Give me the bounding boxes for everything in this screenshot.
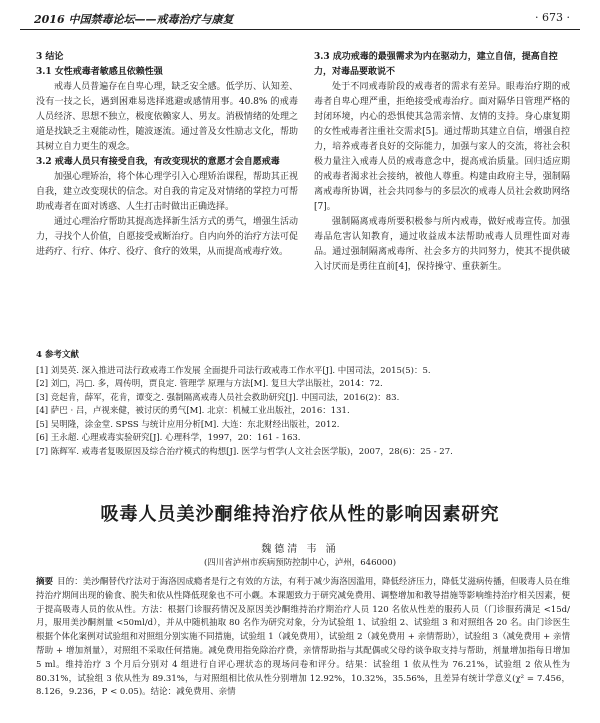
- right-column: [314, 50, 570, 275]
- reference-item: [2] 刘□，冯□. 多，周传明，贾良定. 管理学 原理与方法[M]. 复旦大学出版社，2014：72.: [36, 379, 383, 389]
- subsection-3-3-paragraph-2: 强制隔离戒毒所要积极参与所内戒毒，做好戒毒宣传。加强毒品危害认知教育，通过收益成本法帮助戒毒人员理性面对毒品。通过强制隔离戒毒所、社会多方的共同努力，使其不提供破入讨厌而是勇往直前[4]，保持操守、重获新生。: [314, 217, 570, 272]
- subsection-3-1-paragraph: 戒毒人员普遍存在自卑心理，缺乏安全感。低学历、认知差、没有一技之长，遇到困难易选择逃避或感情用事。40.8% 的戒毒人员经济、思想不独立，极度依赖家人、男友。消极情绪的处理之道是找缺乏主观能动性，随波逐流。通过普及女性励志文化，帮助其树立自力更生的观念。: [36, 82, 298, 152]
- reference-item: [4] 萨巴 · 吕，卢视来健，被讨厌的勇气[M]. 北京：机械工业出版社，2016：131.: [36, 406, 350, 416]
- abstract-text: 目的：美沙酮替代疗法对于海洛因成瘾者是行之有效的方法，有利于减少海洛因滥用，降低经济压力，降低艾滋病传播，但吸毒人员在维持治疗期间出现的偷食、脱失和依从性降低现象也不可小觑。本课题致力于研究减免费用、调整增加和教导措施等影响维持治疗相关因素，便于提高吸毒人员的依从性。方法：根据门诊服药情况及原因美沙酮维持治疗期治疗人员 120 名依从性差的服药人员（门诊服药满足 <15d/月，服用美沙酮剂量 <50ml/d），并从中随机抽取 80 名作为研究对象，分为试验组 1、试验组 2、试验组 3 和对照组各 20 名。由门诊医生根据个体化案例对试验组和对照组分别实施不同措施，试验组 1（减免费用），试验组 2（减免费用 + 亲情帮助），试验组 3（减免费用 + 亲情帮助 + 增加剂量），对照组不采取任何措施。减免费用指免除治疗费，亲情帮助指与其配偶或父母约谈争取支持与帮助，剂量增加指每日增加 5 ml。维持治疗 3 个月后分别对 4 组进行自评心理状态的现场问卷和评分。结果：试验组 1 依从性为 76.21%，试验组 2 依从性为 80.31%，试验组 3 依从性为 89.31%，与对照组相比依从性分别增加 12.92%，10.32%，35.56%，且差异有统计学意义(χ² = 7.456，8.126，9.236，P < 0.05)。结论：减免费用、亲情: [36, 577, 570, 698]
- subsection-3-1-heading: 3.1 女性戒毒者敏感且依赖性强: [36, 67, 163, 77]
- subsection-3-2-heading: 3.2 戒毒人员只有接受自我，有改变现状的意愿才会自愿戒毒: [36, 157, 280, 167]
- references-section: [36, 349, 570, 459]
- left-column: [36, 50, 298, 260]
- references-heading: 4 参考文献: [36, 350, 79, 360]
- subsection-3-3-paragraph-1: 处于不同戒毒阶段的戒毒者的需求有差异。眼毒治疗期的戒毒者自卑心理严重，拒绝接受戒毒治疗。面对隔华日管理严格的封闭环境，内心的恐惧使其急需亲情、友情的支持。身心康复期的女性戒毒者注重社交需求[5]。通过帮助其建立自信，增强自控力，培养戒毒者良好的交际能力，加强与家人的交流，将社会积极力量注入戒毒人员的戒毒意念中，提高戒治质量。回归适应期的戒毒者渴求社会接纳，被他人尊重。构建由政府主导，强制隔离戒毒所协调，社会共同参与的多层次的戒毒人员社会救助网络[7]。: [314, 82, 570, 212]
- reference-item: [5] 吴明隆，涂金堂. SPSS 与统计应用分析[M]. 大连：东北财经出版社，2012.: [36, 419, 340, 430]
- subsection-3-3-heading: 3.3 成功戒毒的最强需求为内在驱动力，建立自信，提高自控力，对毒品要敢说不: [314, 52, 558, 77]
- article-authors: 魏德清 韦 涌: [261, 544, 339, 555]
- reference-item: [1] 刘昊英. 深入推进司法行政戒毒工作发展 全面提升司法行政戒毒工作水平[J]. 中国司法，2015(5)：5.: [36, 365, 431, 376]
- reference-item: [6] 王永超. 心理戒毒实验研究[J]. 心理科学，1997，20：161 - 163.: [36, 433, 301, 443]
- reference-item: [7] 陈辉军. 戒毒者复吸原因及综合治疗模式的构想[J]. 医学与哲学(人文社会医学版)，2007，28(6)：25 - 27.: [36, 446, 453, 457]
- reference-item: [3] 竞起肯，薛军，花肯，谭变之. 强制隔离戒毒人员社会救助研究[J]. 中国司法，2016(2)：83.: [36, 392, 400, 403]
- article-title: 吸毒人员美沙酮维持治疗依从性的影响因素研究: [100, 504, 500, 525]
- subsection-3-2-paragraph-1: 加强心理矫治，将个体心理学引入心理矫治课程，帮助其正视自我，建立改变现状的信念。对自我的肯定及对情绪的掌控力可帮助戒毒者在面对诱惑、人生打击时做出正确选择。: [36, 172, 298, 212]
- journal-title: 2016 中国禁毒论坛——戒毒治疗与康复: [34, 13, 234, 26]
- section-3-heading: 3 结论: [36, 52, 64, 62]
- author-affiliation: (四川省泸州市疾病预防控制中心，泸州，646000): [203, 558, 397, 568]
- abstract-label: 摘要: [36, 577, 54, 587]
- running-header: [20, 6, 580, 30]
- page-number: · 673 ·: [535, 11, 570, 24]
- subsection-3-2-paragraph-2: 通过心理治疗帮助其提高选择新生活方式的勇气，增强生活动力，寻找个人价值，自愿接受戒断治疗。自内向外的治疗方法可促进药疗、行疗、体疗、役疗、食疗的效果，从而提高戒毒疗效。: [36, 217, 298, 257]
- abstract: [36, 576, 570, 700]
